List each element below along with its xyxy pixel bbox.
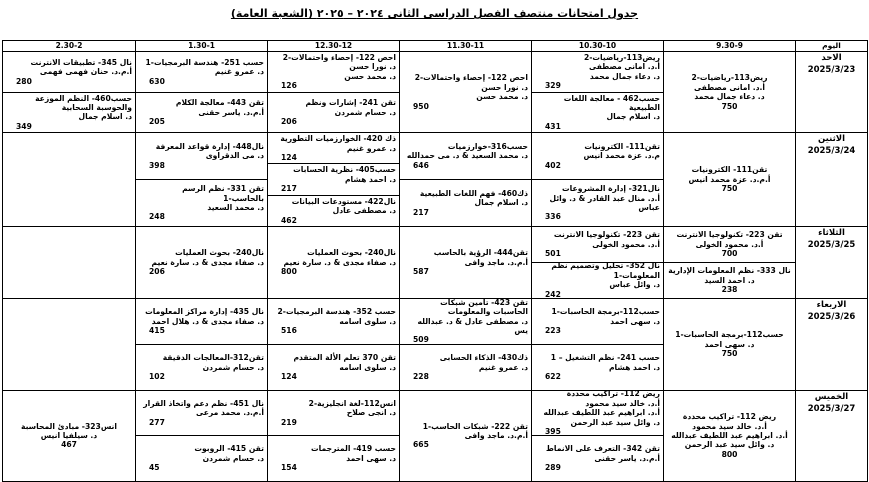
exam-course-name: انس323- مبادئ المحاسبة xyxy=(20,421,118,431)
exam-student-count: 206 xyxy=(281,117,297,127)
exam-course-name: تقن 223- تكنولوجيا الانترنت xyxy=(676,230,783,240)
exam-entry xyxy=(136,179,267,226)
day-date: 2025/3/25 xyxy=(807,239,856,250)
exam-instructor: د. وائل سيد عبد الرحمن xyxy=(570,417,660,427)
exam-course-name: ذك 420- الخوارزميات التطورية xyxy=(280,134,396,144)
exam-instructor: د. وائل سيد عبد الرحمن xyxy=(684,440,775,450)
slot-cell xyxy=(532,52,664,133)
exam-entry xyxy=(664,299,795,390)
exam-entry xyxy=(532,227,663,262)
day-cell xyxy=(796,298,868,390)
slot-cell xyxy=(3,390,136,481)
exam-instructor: د. سيلفيا انيس xyxy=(40,431,98,441)
slot-cell xyxy=(136,133,268,227)
slot-cell xyxy=(3,226,136,298)
exam-course-name: تقن111- الكترونيات xyxy=(691,165,768,175)
exam-student-count: 587 xyxy=(413,267,429,277)
exam-course-name: تقن 415- الروبوت xyxy=(194,444,264,454)
slot-exams xyxy=(400,391,531,481)
exam-student-count: 700 xyxy=(721,249,738,259)
slot-cell xyxy=(400,390,532,481)
exam-entry xyxy=(3,92,135,133)
exam-instructor: أ.م.د. عزة محمد انيس xyxy=(688,174,771,184)
slot-cell xyxy=(532,390,664,481)
exam-entry xyxy=(268,163,399,194)
header-day: اليوم xyxy=(796,41,868,52)
exam-course-name: تقن 370 تعلم الألة المتقدم xyxy=(293,353,396,363)
exam-student-count: 217 xyxy=(281,184,297,194)
exam-instructor: د. حسام شمردن xyxy=(202,453,264,463)
exam-instructor: أ.م.د. ماجد وافى xyxy=(464,257,528,267)
exam-entry xyxy=(136,227,267,298)
slot-exams xyxy=(136,133,267,226)
header-row xyxy=(3,41,868,52)
exam-course-name: حسب 251- هندسة البرمجيات-1 xyxy=(145,57,264,67)
exam-entry xyxy=(400,391,531,481)
slot-cell xyxy=(400,133,532,227)
exam-student-count: 750 xyxy=(721,101,738,111)
slot-exams xyxy=(532,133,663,226)
exam-student-count: 280 xyxy=(16,76,32,86)
exam-entry xyxy=(532,133,663,179)
exam-instructor: د. محمد حسن xyxy=(344,71,396,81)
exam-instructor: د. نورا حسن xyxy=(349,62,396,72)
exam-course-name: حسب112-برمجة الحاسبات-1 xyxy=(675,330,784,340)
exam-entry xyxy=(532,262,663,298)
slot-cell xyxy=(268,390,400,481)
slot-cell xyxy=(664,133,796,227)
slot-exams xyxy=(532,52,663,132)
slot-exams xyxy=(532,391,663,481)
slot-cell xyxy=(664,390,796,481)
slot-cell xyxy=(664,52,796,133)
exam-course-name: حسب 352- هندسة البرمجيات-2 xyxy=(277,307,396,317)
slot-cell xyxy=(532,226,664,298)
exam-student-count: 205 xyxy=(149,117,165,127)
exam-entry xyxy=(400,227,531,298)
day-name: الخميس xyxy=(814,391,849,402)
exam-student-count: 154 xyxy=(281,463,297,473)
exam-course-name: ريض 112- تراكيب محددة xyxy=(566,390,660,399)
exam-course-name: نال240- بحوث العمليات xyxy=(307,248,396,258)
header-slot-130: 1.30-1 xyxy=(136,41,268,52)
exam-entry xyxy=(268,227,399,298)
day-date: 2025/3/24 xyxy=(807,146,856,157)
exam-student-count: 124 xyxy=(281,371,297,381)
header-slot-230: 2.30-2 xyxy=(3,41,136,52)
day-cell xyxy=(796,52,868,133)
exam-instructor: د. سلوى اسامه xyxy=(339,362,396,372)
exam-instructor: د. سلوى اسامه xyxy=(339,316,396,326)
exam-course-name: نال 345- تطبيقات الانترنت xyxy=(30,57,132,67)
exam-instructor: د. مى الدقراوى xyxy=(205,151,264,161)
day-date: 2025/3/27 xyxy=(807,403,856,414)
slot-cell xyxy=(664,226,796,298)
exam-student-count: 329 xyxy=(545,81,561,91)
exam-course-name: نال 352- تحليل وتصميم نظم المعلومات-1 xyxy=(551,261,660,280)
exam-instructor: د. دعاء جمال محمد xyxy=(589,71,660,81)
exam-student-count: 431 xyxy=(545,121,561,131)
row-sunday xyxy=(3,52,868,133)
slot-exams xyxy=(268,299,399,390)
exam-instructor: د. احمد السيد xyxy=(704,275,755,285)
slot-exams xyxy=(3,227,135,298)
exam-instructor: د. سهى احمد xyxy=(704,339,755,349)
exam-entry xyxy=(136,299,267,344)
slot-cell xyxy=(664,298,796,390)
slot-cell xyxy=(532,298,664,390)
exam-course-name: حسب 419- المترجمات xyxy=(311,444,396,454)
exam-instructor: د. محمد السعيد & د. مى حمدالله xyxy=(406,151,528,161)
slot-cell xyxy=(3,133,136,227)
row-tuesday xyxy=(3,226,868,298)
exam-instructor: أ.م.د. حنان فهمى فهمى xyxy=(39,67,132,77)
exam-instructor: د. عمرو غنيم xyxy=(346,143,396,153)
exam-instructor: د. حسام شمردن xyxy=(202,362,264,372)
exam-student-count: 217 xyxy=(413,207,429,217)
exam-entry xyxy=(136,435,267,481)
exam-course-name: تقن 223- تكنولوجيا الانترنت xyxy=(553,230,660,240)
exam-entry xyxy=(532,344,663,390)
exam-student-count: 336 xyxy=(545,212,561,222)
slot-exams xyxy=(664,299,795,390)
exam-student-count: 228 xyxy=(413,371,429,381)
slot-exams xyxy=(3,299,135,390)
exam-entry xyxy=(136,92,267,133)
header-slot-1230: 12.30-12 xyxy=(268,41,400,52)
exam-instructor: د. صفاء مجدى & د. سارة نعيم xyxy=(151,257,264,267)
day-date: 2025/3/26 xyxy=(807,311,856,322)
schedule-title-text: جدول امتحانات منتصف الفصل الدراسى الثانى ٢٠٢٤ – ٢٠٢٥ (الشعبة العامة) xyxy=(230,7,639,20)
day-cell xyxy=(796,133,868,227)
exam-course-name: تقن 342- التعرف على الانماط xyxy=(545,444,660,454)
slot-cell xyxy=(136,52,268,133)
exam-entry xyxy=(400,299,531,344)
exam-instructor: أ.م.د. ماجد وافى xyxy=(464,431,528,441)
slot-exams xyxy=(532,227,663,298)
slot-cell xyxy=(400,298,532,390)
exam-schedule-table xyxy=(2,40,868,482)
slot-exams xyxy=(268,391,399,481)
row-monday xyxy=(3,133,868,227)
exam-student-count: 630 xyxy=(149,76,165,86)
exam-student-count: 248 xyxy=(149,212,165,222)
row-thursday xyxy=(3,390,868,481)
slot-cell xyxy=(136,226,268,298)
day-cell xyxy=(796,226,868,298)
day-name: الاحد xyxy=(821,53,842,63)
slot-cell xyxy=(136,298,268,390)
exam-entry xyxy=(532,391,663,436)
exam-course-name: حسب460- النظم الموزعة والحوسبة السحابية xyxy=(35,93,132,113)
slot-exams xyxy=(268,52,399,132)
exam-course-name: احص 122- إحصاء واحتمالات-2 xyxy=(282,53,396,62)
exam-entry xyxy=(664,227,795,262)
exam-course-name: تقن 423- تامين شبكات الحاسبات والمعلومات xyxy=(440,298,528,317)
exam-student-count: 289 xyxy=(545,463,561,473)
exam-entry xyxy=(268,391,399,436)
exam-instructor: د. حسام شمردن xyxy=(334,107,396,117)
exam-student-count: 950 xyxy=(413,101,429,111)
exam-instructor: أ.د. خالد سيد محمود xyxy=(585,398,660,408)
exam-instructor: د. انجى صلاح xyxy=(346,408,396,418)
day-date: 2025/3/23 xyxy=(807,65,856,75)
exam-student-count: 415 xyxy=(149,325,165,335)
exam-entry xyxy=(532,299,663,344)
slot-exams xyxy=(532,299,663,390)
day-name: الثلاثاء xyxy=(818,227,845,238)
exam-student-count: 242 xyxy=(545,289,561,298)
exam-instructor: أ.د. خالد سيد محمود xyxy=(692,421,767,431)
exam-course-name: نال240- بحوث العمليات xyxy=(175,248,264,258)
exam-course-name: ريض113-رياضيات-2 xyxy=(691,73,768,83)
slot-exams xyxy=(400,133,531,226)
exam-student-count: 206 xyxy=(149,267,165,277)
exam-entry xyxy=(268,52,399,92)
slot-cell xyxy=(532,133,664,227)
exam-course-name: حسب 241- نظم التشغيل – 1 xyxy=(550,353,660,363)
exam-instructor: د. سهى احمد xyxy=(610,316,660,326)
exam-course-name: احص 122- إحصاء واحتمالات-2 xyxy=(414,73,528,83)
exam-student-count: 126 xyxy=(281,81,297,91)
slot-exams xyxy=(268,133,399,226)
slot-exams xyxy=(3,391,135,481)
exam-instructor: د. عمرو غنيم xyxy=(478,362,528,372)
exam-instructor: د. صفاء مجدى & د. سارة نعيم xyxy=(283,257,396,267)
exam-entry xyxy=(400,344,531,390)
exam-instructor: د. احمد هشام xyxy=(344,174,396,184)
exam-student-count: 800 xyxy=(281,267,297,277)
slot-exams xyxy=(3,133,135,226)
exam-entry xyxy=(268,435,399,481)
slot-cell xyxy=(400,52,532,133)
exam-course-name: ذك460- فهم اللغات الطبيعية xyxy=(419,188,528,198)
exam-instructor: أ.د. امانى مصطفى xyxy=(694,82,765,92)
exam-entry xyxy=(532,435,663,481)
exam-course-name: نال 333- نظم المعلومات الإدارية xyxy=(668,266,791,276)
exam-instructor: د. محمد حسن xyxy=(476,92,528,102)
exam-entry xyxy=(664,133,795,226)
exam-instructor: د. مصطفى عادل xyxy=(332,206,396,216)
exam-course-name: نال422- مستودعات البيانات xyxy=(291,196,396,206)
slot-exams xyxy=(136,227,267,298)
exam-entry xyxy=(268,299,399,344)
exam-student-count: 516 xyxy=(281,325,297,335)
exam-course-name: تقن111- الكترونيات xyxy=(584,142,660,152)
exam-instructor: د. احمد هشام xyxy=(608,362,660,372)
slot-cell xyxy=(400,226,532,298)
exam-course-name: حسب316-خوارزميات xyxy=(447,142,528,152)
exam-instructor: أ.م.د. ياسر حقنى xyxy=(198,107,264,117)
exam-student-count: 398 xyxy=(149,160,165,170)
exam-course-name: ريض113-رياضيات-2 xyxy=(583,53,660,62)
exam-entry xyxy=(136,52,267,92)
exam-entry xyxy=(664,391,795,481)
slot-exams xyxy=(268,227,399,298)
row-wednesday xyxy=(3,298,868,390)
schedule-title xyxy=(0,2,869,21)
exam-entry xyxy=(664,262,795,298)
exam-course-name: تقن 222- شبكات الحاسب-1 xyxy=(422,421,528,431)
slot-exams xyxy=(664,133,795,226)
exam-entry xyxy=(400,133,531,179)
exam-course-name: تقن 443- معالجة الكلام xyxy=(175,98,264,108)
exam-student-count: 238 xyxy=(721,284,738,294)
slot-exams xyxy=(136,52,267,132)
day-cell xyxy=(796,390,868,481)
exam-course-name: تقن 331- نظم الرسم بالحاسب-1 xyxy=(182,184,264,203)
exam-entry xyxy=(664,52,795,132)
exam-entry xyxy=(532,52,663,92)
exam-course-name: حسب462 - معالجة اللغات الطبيعية xyxy=(563,93,660,113)
slot-exams xyxy=(136,391,267,481)
exam-instructor: أ.م.د. ياسر حقنى xyxy=(594,453,660,463)
exam-student-count: 622 xyxy=(545,371,561,381)
exam-course-name: نال321- إدارة المشروعات xyxy=(562,184,660,194)
exam-instructor: د. اسلام جمال xyxy=(606,112,660,122)
exam-course-name: انس112-لغة انجليزية-2 xyxy=(308,398,396,408)
exam-student-count: 223 xyxy=(545,325,561,335)
exam-instructor: د. وائل عباس xyxy=(609,280,660,290)
exam-entry xyxy=(400,52,531,132)
slot-cell xyxy=(268,226,400,298)
exam-entry xyxy=(532,92,663,133)
slot-exams xyxy=(400,227,531,298)
slot-cell xyxy=(136,390,268,481)
exam-instructor: أ.م.د. محمد مرعى xyxy=(196,408,264,418)
exam-instructor: د. عمرو غنيم xyxy=(214,67,264,77)
slot-exams xyxy=(136,299,267,390)
exam-course-name: نال 435- إدارة مراكز المعلومات xyxy=(145,307,264,317)
exam-instructor: د. دعاء جمال محمد xyxy=(694,92,765,102)
exam-entry xyxy=(268,133,399,163)
exam-instructor: أ.د. محمود الخولى xyxy=(695,239,764,249)
exam-student-count: 750 xyxy=(721,184,738,194)
exam-entry xyxy=(400,179,531,226)
exam-entry xyxy=(136,133,267,179)
exam-student-count: 402 xyxy=(545,160,561,170)
exam-student-count: 124 xyxy=(281,153,297,163)
exam-instructor: أ.د. ابراهيم عبد اللطيف عبدالله xyxy=(543,408,660,418)
exam-instructor: د. مصطفى عادل & د. عبدالله يس xyxy=(417,316,528,335)
header-slot-930: 9.30-9 xyxy=(664,41,796,52)
slot-cell xyxy=(268,298,400,390)
exam-entry xyxy=(268,344,399,390)
exam-student-count: 349 xyxy=(16,121,32,131)
slot-cell xyxy=(3,52,136,133)
exam-entry xyxy=(268,92,399,133)
exam-instructor: د. نورا حسن xyxy=(481,82,528,92)
exam-instructor: د. صفاء مجدى & د. هلال احمد xyxy=(151,316,264,326)
exam-course-name: ريض 112- تراكيب محددة xyxy=(682,412,777,422)
slot-cell xyxy=(268,52,400,133)
exam-entry xyxy=(136,391,267,436)
exam-student-count: 800 xyxy=(721,449,738,459)
exam-instructor: أ.د. منال عبد القادر & د. وائل عباس xyxy=(549,193,660,212)
slot-exams xyxy=(664,52,795,132)
exam-course-name: ذك430- الذكاء الحسابى xyxy=(439,353,528,363)
slot-exams xyxy=(3,52,135,132)
exam-student-count: 219 xyxy=(281,417,297,427)
exam-entry xyxy=(3,52,135,92)
exam-student-count: 462 xyxy=(281,215,297,225)
slot-exams xyxy=(400,52,531,132)
slot-cell xyxy=(268,133,400,227)
exam-course-name: نال448- إدارة قواعد المعرفة xyxy=(155,142,264,152)
exam-entry xyxy=(136,344,267,390)
exam-instructor: أ.د. ابراهيم عبد اللطيف عبدالله xyxy=(671,431,788,441)
exam-student-count: 467 xyxy=(61,440,77,450)
exam-instructor: م.د. عزة محمد انيس xyxy=(583,151,660,161)
slot-exams xyxy=(664,391,795,481)
exam-instructor: د. اسلام جمال xyxy=(474,198,528,208)
slot-exams xyxy=(400,299,531,390)
exam-student-count: 665 xyxy=(413,440,429,450)
exam-entry xyxy=(268,195,399,226)
exam-student-count: 509 xyxy=(413,335,429,344)
exam-student-count: 102 xyxy=(149,371,165,381)
exam-instructor: د. اسلام جمال xyxy=(78,112,132,122)
day-name: الاثنين xyxy=(817,134,846,145)
exam-instructor: أ.د. امانى مصطفى xyxy=(589,62,660,72)
day-name: الاربعاء xyxy=(816,299,847,310)
exam-instructor: أ.د. محمود الخولى xyxy=(592,239,660,249)
exam-instructor: د. محمد السعيد xyxy=(207,202,264,212)
exam-entry xyxy=(532,179,663,226)
header-slot-1030: 10.30-10 xyxy=(532,41,664,52)
exam-course-name: حسب112-برمجة الحاسبات-1 xyxy=(551,307,660,317)
exam-entry xyxy=(3,391,135,481)
exam-instructor: د. سهى احمد xyxy=(346,453,396,463)
exam-course-name: حسب405- نظرية الحسابات xyxy=(293,165,396,175)
exam-course-name: نال 451- نظم دعم واتخاذ القرار xyxy=(143,398,264,408)
exam-student-count: 395 xyxy=(545,427,561,436)
exam-course-name: تقن444- الرؤية بالحاسب xyxy=(433,248,528,258)
exam-student-count: 277 xyxy=(149,417,165,427)
exam-student-count: 501 xyxy=(545,249,561,259)
header-slot-1130: 11.30-11 xyxy=(400,41,532,52)
exam-student-count: 646 xyxy=(413,160,429,170)
exam-course-name: تقن 241- إشارات ونظم xyxy=(305,98,396,108)
slot-cell xyxy=(3,298,136,390)
exam-student-count: 750 xyxy=(721,348,738,358)
exam-student-count: 45 xyxy=(149,463,160,473)
exam-course-name: تقن312-المعالجات الدقيقة xyxy=(162,353,264,363)
slot-exams xyxy=(664,227,795,298)
